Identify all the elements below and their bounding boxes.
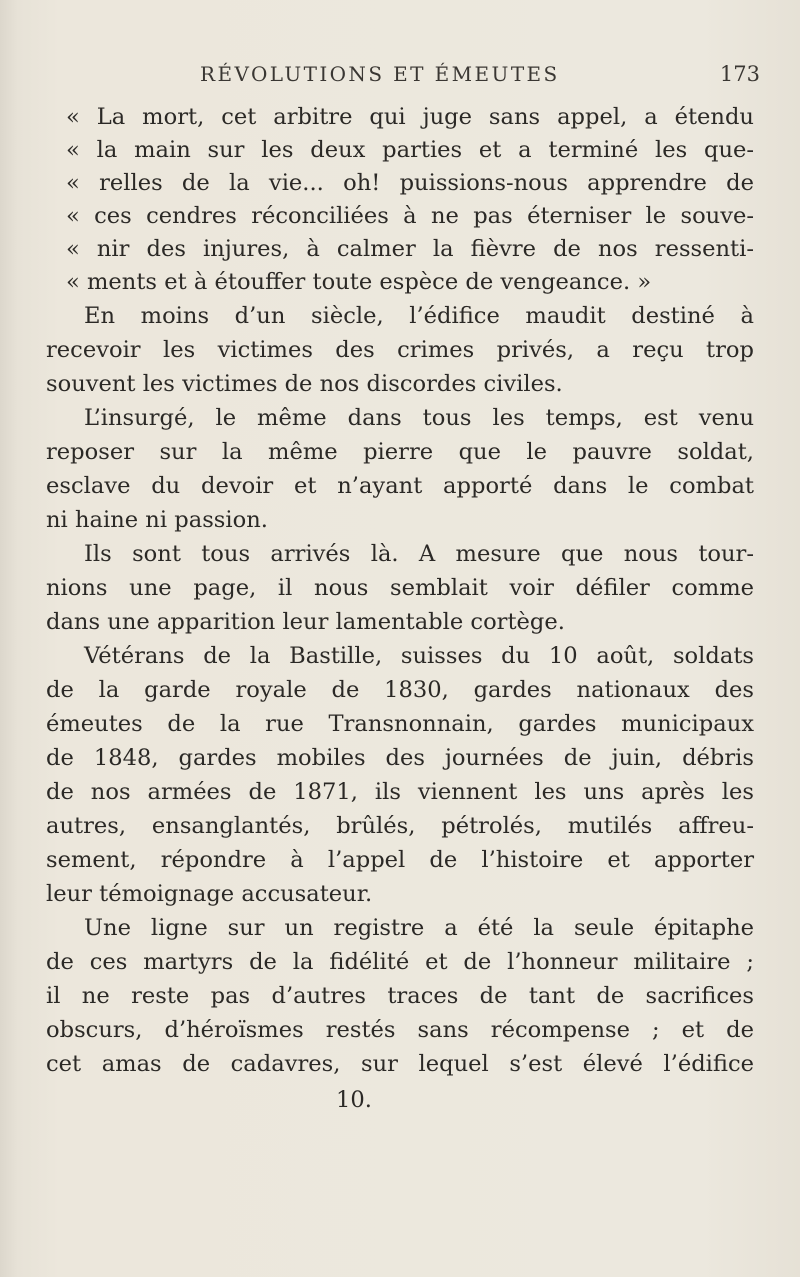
text-line: L’insurgé, le même dans tous les temps, est venu — [84, 405, 754, 431]
text-line: il ne reste pas d’autres traces de tant de sacrifices — [46, 983, 754, 1009]
text-line: Une ligne sur un registre a été la seule épitaphe — [84, 915, 754, 941]
text-line: de nos armées de 1871, ils viennent les uns après les — [46, 779, 754, 805]
text-line: émeutes de la rue Transnonnain, gardes municipaux — [46, 711, 754, 737]
text-line: souvent les victimes de nos discordes civiles. — [46, 371, 563, 397]
text-line: leur témoignage accusateur. — [46, 881, 373, 907]
text-line: esclave du devoir et n’ayant apporté dans le combat — [46, 473, 754, 499]
text-line: reposer sur la même pierre que le pauvre soldat, — [46, 439, 754, 465]
text-line: Ils sont tous arrivés là. A mesure que nous tour- — [84, 541, 754, 567]
text-line: « ments et à étouffer toute espèce de vengeance. » — [66, 269, 652, 295]
text-line: « la main sur les deux parties et a terminé les que- — [66, 137, 754, 163]
text-line: ni haine ni passion. — [46, 507, 268, 533]
text-line: « nir des injures, à calmer la fièvre de nos ressenti- — [66, 236, 754, 262]
text-line: de 1848, gardes mobiles des journées de juin, débris — [46, 745, 754, 771]
running-head: RÉVOLUTIONS ET ÉMEUTES — [200, 62, 560, 86]
text-line: autres, ensanglantés, brûlés, pétrolés, mutilés affreu- — [46, 813, 754, 839]
text-line: de la garde royale de 1830, gardes nationaux des — [46, 677, 754, 703]
page-number: 173 — [719, 62, 760, 86]
text-line: En moins d’un siècle, l’édifice maudit destiné à — [84, 303, 754, 329]
signature-mark: 10. — [336, 1087, 372, 1113]
text-line: nions une page, il nous semblait voir défiler comme — [46, 575, 754, 601]
text-line: de ces martyrs de la fidélité et de l’honneur militaire ; — [46, 949, 754, 975]
text-line: cet amas de cadavres, sur lequel s’est élevé l’édifice — [46, 1051, 754, 1077]
text-line: obscurs, d’héroïsmes restés sans récompense ; et de — [46, 1017, 754, 1043]
text-line: recevoir les victimes des crimes privés, a reçu trop — [46, 337, 754, 363]
text-line: « La mort, cet arbitre qui juge sans appel, a étendu — [66, 104, 754, 130]
text-line: dans une apparition leur lamentable cortège. — [46, 609, 565, 635]
text-line: « ces cendres réconciliées à ne pas éterniser le souve- — [66, 203, 754, 229]
page-header — [200, 62, 760, 96]
text-line: « relles de la vie... oh! puissions-nous apprendre de — [66, 170, 754, 196]
text-line: sement, répondre à l’appel de l’histoire et apporter — [46, 847, 754, 873]
text-line: Vétérans de la Bastille, suisses du 10 août, soldats — [84, 643, 754, 669]
